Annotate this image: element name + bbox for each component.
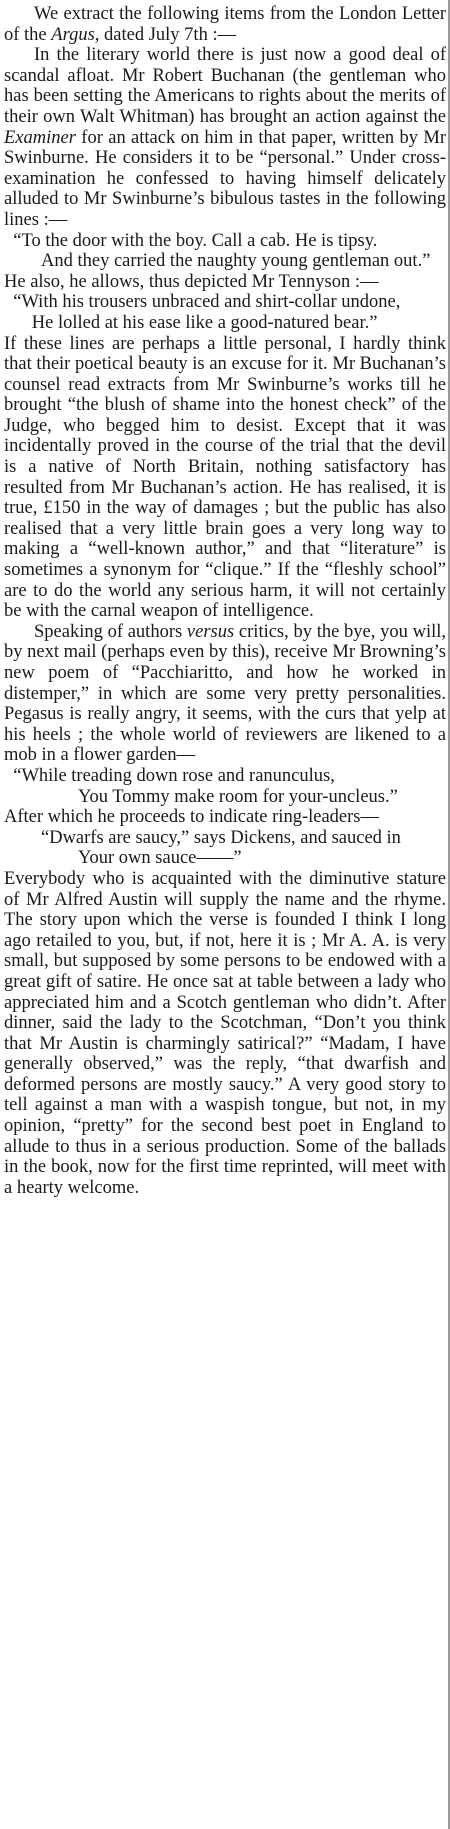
verse-line: You Tommy make room for your-uncleus.” [78, 786, 398, 807]
verse-line: “To the door with the boy. Call a cab. He is tipsy. [13, 230, 378, 251]
verse-tennyson [4, 292, 446, 333]
paragraph-browning: Speaking of authors versus critics, by the bye, you will, by next mail (perhaps even by this), receive Mr Browning’s new poem of “Pacchiaritto, and how he worked in distemper,” in which are some very pretty personalities. Pegasus is really angry, it seems, with the curs that yelp at his heels ; the whole world of reviewers are likened to a mob in a flower garden— [4, 621, 446, 766]
verse-line: “Dwarfs are saucy,” says Dickens, and sauced in [41, 827, 401, 848]
argus-title: Argus [51, 24, 95, 45]
verse-tipsy [4, 231, 446, 272]
verse-dwarfs [4, 828, 446, 869]
intro-paragraph: We extract the following items from the London Letter of the Argus, dated July 7th :— [4, 4, 446, 45]
versus-word: versus [186, 621, 235, 642]
verse-line: Your own sauce——” [78, 848, 242, 869]
verse-line: “While treading down rose and ranunculus, [13, 765, 335, 786]
verse-ranunculus [4, 766, 446, 807]
paragraph-ringleaders: After which he proceeds to indicate ring-leaders— [4, 807, 379, 828]
paragraph-buchanan-action: If these lines are perhaps a little personal, I hardly think that their poetical beauty is an excuse for it. Mr Buchanan’s counsel read extracts from Mr Swinburne’s works till he brought “the blush of shame into the honest check” of the Judge, who begged him to desist. Except that it was incidentally proved in the course of the trial that the devil is a native of North Britain, nothing satisfactory has resulted from Mr Buchanan’s action. He has realised, it is true, £150 in the way of damages ; but the public has also realised that a very little brain goes a very long way to making a “well-known author,” and that “literature” is sometimes a synonym for “clique.” If the “fleshly school” are to do the world any serious harm, it will not certainly be with the carnal weapon of intelligence. [4, 333, 446, 622]
paragraph-literary-scandal: In the literary world there is just now a good deal of scandal afloat. Mr Robert Buchanan (the gentleman who has been setting the Americans to rights about the merits of their own Walt Whitman) has brought an action against the Examiner for an attack on him in that paper, written by Mr Swinburne. He considers it to be “personal.” Under cross-examination he confessed to having himself delicately alluded to Mr Swinburne’s bibulous tastes in the following lines :— [4, 45, 446, 230]
verse-line: He lolled at his ease like a good-natured bear.” [31, 312, 378, 333]
paragraph-austin: Everybody who is acquainted with the diminutive stature of Mr Alfred Austin will supply the name and the rhyme. The story upon which the verse is founded I think I long ago retailed to you, but, if not, here it is ; Mr A. A. is very small, but supposed by some persons to be endowed with a great gift of satire. He once sat at table between a lady who appreciated him and a Scotch gentleman who didn’t. After dinner, said the lady to the Scotchman, “Don’t you think that Mr Austin is charmingly satirical?” “Madam, I have generally observed,” was the reply, “that dwarfish and deformed persons are mostly saucy.” A very good story to tell against a man with a waspish tongue, but not, in my opinion, “pretty” for the second best poet in England to allude to thus in a serious production. Some of the ballads in the book, now for the first time reprinted, will meet with a hearty welcome. [4, 868, 446, 1198]
paragraph-tennyson: He also, he allows, thus depicted Mr Tennyson :— [4, 271, 379, 292]
examiner-title: Examiner [4, 127, 76, 148]
verse-line: “With his trousers unbraced and shirt-collar undone, [13, 292, 401, 313]
verse-line: And they carried the naughty young gentleman out.” [41, 251, 431, 272]
